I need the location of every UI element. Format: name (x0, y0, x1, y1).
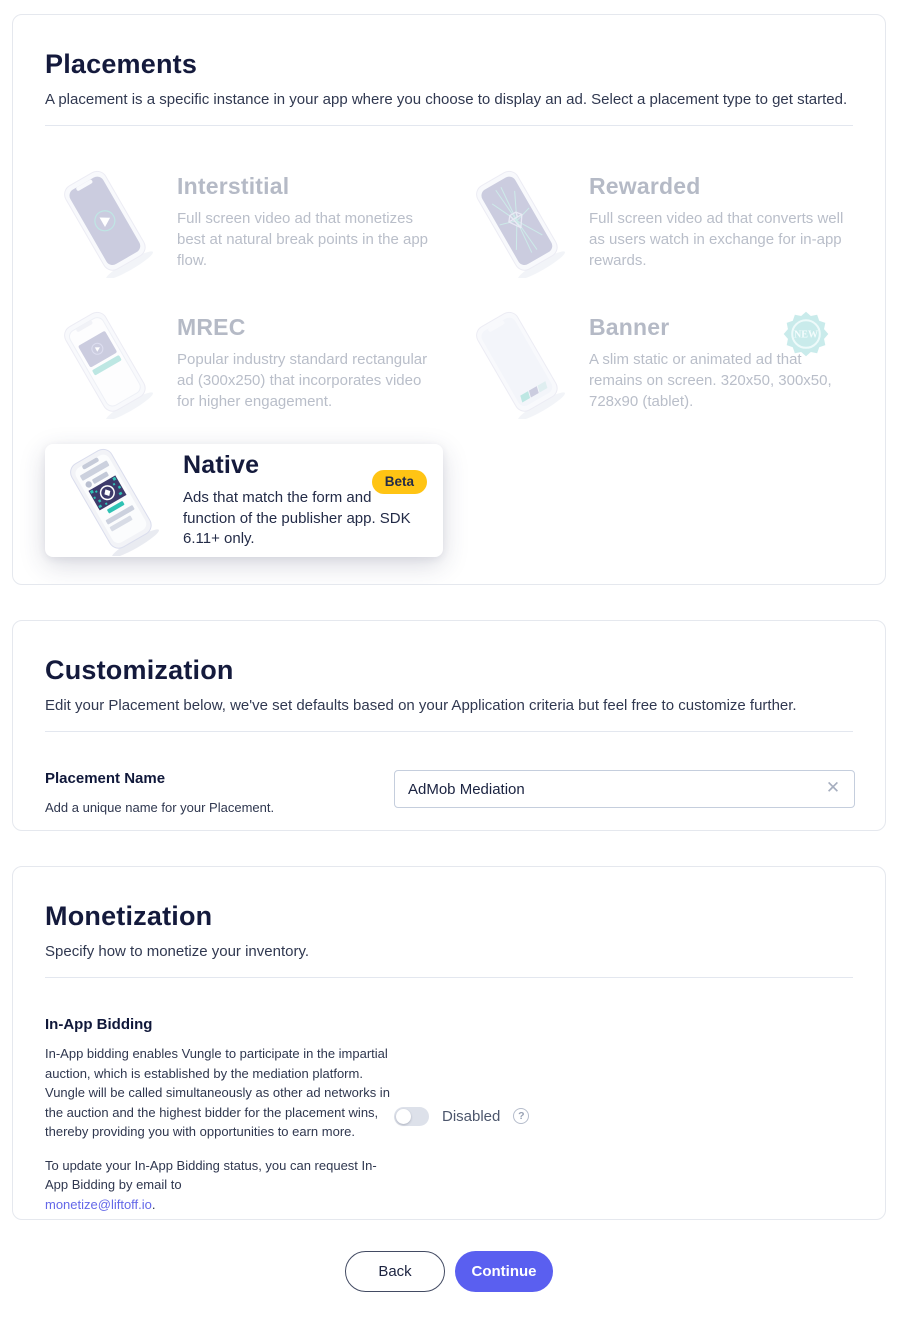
option-description: Ads that match the form and function of the publisher app. SDK 6.11+ only. (183, 488, 411, 548)
placement-name-input[interactable] (394, 770, 855, 808)
option-title: MREC (177, 314, 246, 341)
in-app-bidding-status: Disabled (442, 1107, 501, 1125)
divider (45, 977, 853, 978)
monetization-title: Monetization (45, 901, 213, 931)
monetize-email-link[interactable]: monetize@liftoff.io (45, 1196, 152, 1212)
note-text: To update your In-App Bidding status, you can request In-App Bidding by email to (45, 1157, 377, 1192)
placements-title: Placements (45, 49, 198, 79)
beta-badge: Beta (372, 470, 427, 494)
customization-card (12, 620, 886, 831)
customization-title: Customization (45, 655, 234, 685)
mrec-phone-icon (45, 309, 165, 419)
option-title: Interstitial (177, 173, 290, 200)
placement-options-grid (45, 162, 853, 557)
continue-button[interactable]: Continue (455, 1251, 553, 1292)
in-app-bidding-row (45, 1016, 853, 1214)
option-title: Native (183, 450, 260, 479)
placements-card (12, 14, 886, 585)
placements-subtitle: A placement is a specific instance in your app where you choose to display an ad. Select a placement type to get started. (45, 91, 848, 108)
option-title: Banner (589, 314, 670, 341)
in-app-bidding-label: In-App Bidding (45, 1016, 153, 1033)
placement-name-label: Placement Name (45, 770, 166, 787)
placement-option-native[interactable] (45, 444, 443, 557)
native-phone-icon (51, 446, 171, 556)
placement-name-row (45, 770, 853, 818)
rewarded-phone-icon (457, 168, 577, 278)
new-badge (783, 311, 829, 357)
monetization-subtitle: Specify how to monetize your inventory. (45, 943, 310, 960)
interstitial-phone-icon (45, 168, 165, 278)
option-description: A slim static or animated ad that remains on screen. 320x50, 300x50, 728x90 (tablet). (589, 351, 832, 410)
note-suffix: . (151, 1196, 156, 1212)
placement-option-banner[interactable] (457, 303, 855, 424)
footer-actions (0, 1251, 898, 1292)
option-description: Full screen video ad that monetizes best at natural break points in the app flow. (177, 210, 429, 269)
placement-option-mrec[interactable] (45, 303, 443, 424)
placement-option-rewarded[interactable] (457, 162, 855, 283)
placement-name-help: Add a unique name for your Placement. (45, 800, 275, 815)
customization-subtitle: Edit your Placement below, we've set defaults based on your Application criteria but feel free to customize further. (45, 697, 797, 714)
svg-text:NEW: NEW (793, 329, 819, 341)
divider (45, 731, 853, 732)
monetization-card (12, 866, 886, 1220)
option-description: Popular industry standard rectangular ad (300x250) that incorporates video for higher engagement. (177, 351, 428, 410)
in-app-bidding-note (45, 1156, 394, 1215)
in-app-bidding-description: In-App bidding enables Vungle to participate in the impartial auction, which is established by the mediation platform. Vungle will be called simultaneously as other ad networks in the auction and the highest bidder for the placement wins, thereby providing you with opportunities to earn more. (45, 1046, 390, 1139)
option-description: Full screen video ad that converts well as users watch in exchange for in-app rewards. (589, 210, 844, 269)
option-title: Rewarded (589, 173, 701, 200)
in-app-bidding-toggle[interactable] (394, 1107, 429, 1126)
clear-input-icon[interactable]: ✕ (825, 778, 841, 797)
banner-phone-icon (457, 309, 577, 419)
help-icon[interactable]: ? (513, 1108, 529, 1124)
placement-option-interstitial[interactable] (45, 162, 443, 283)
divider (45, 125, 853, 126)
toggle-knob (396, 1109, 411, 1124)
back-button[interactable]: Back (345, 1251, 445, 1292)
